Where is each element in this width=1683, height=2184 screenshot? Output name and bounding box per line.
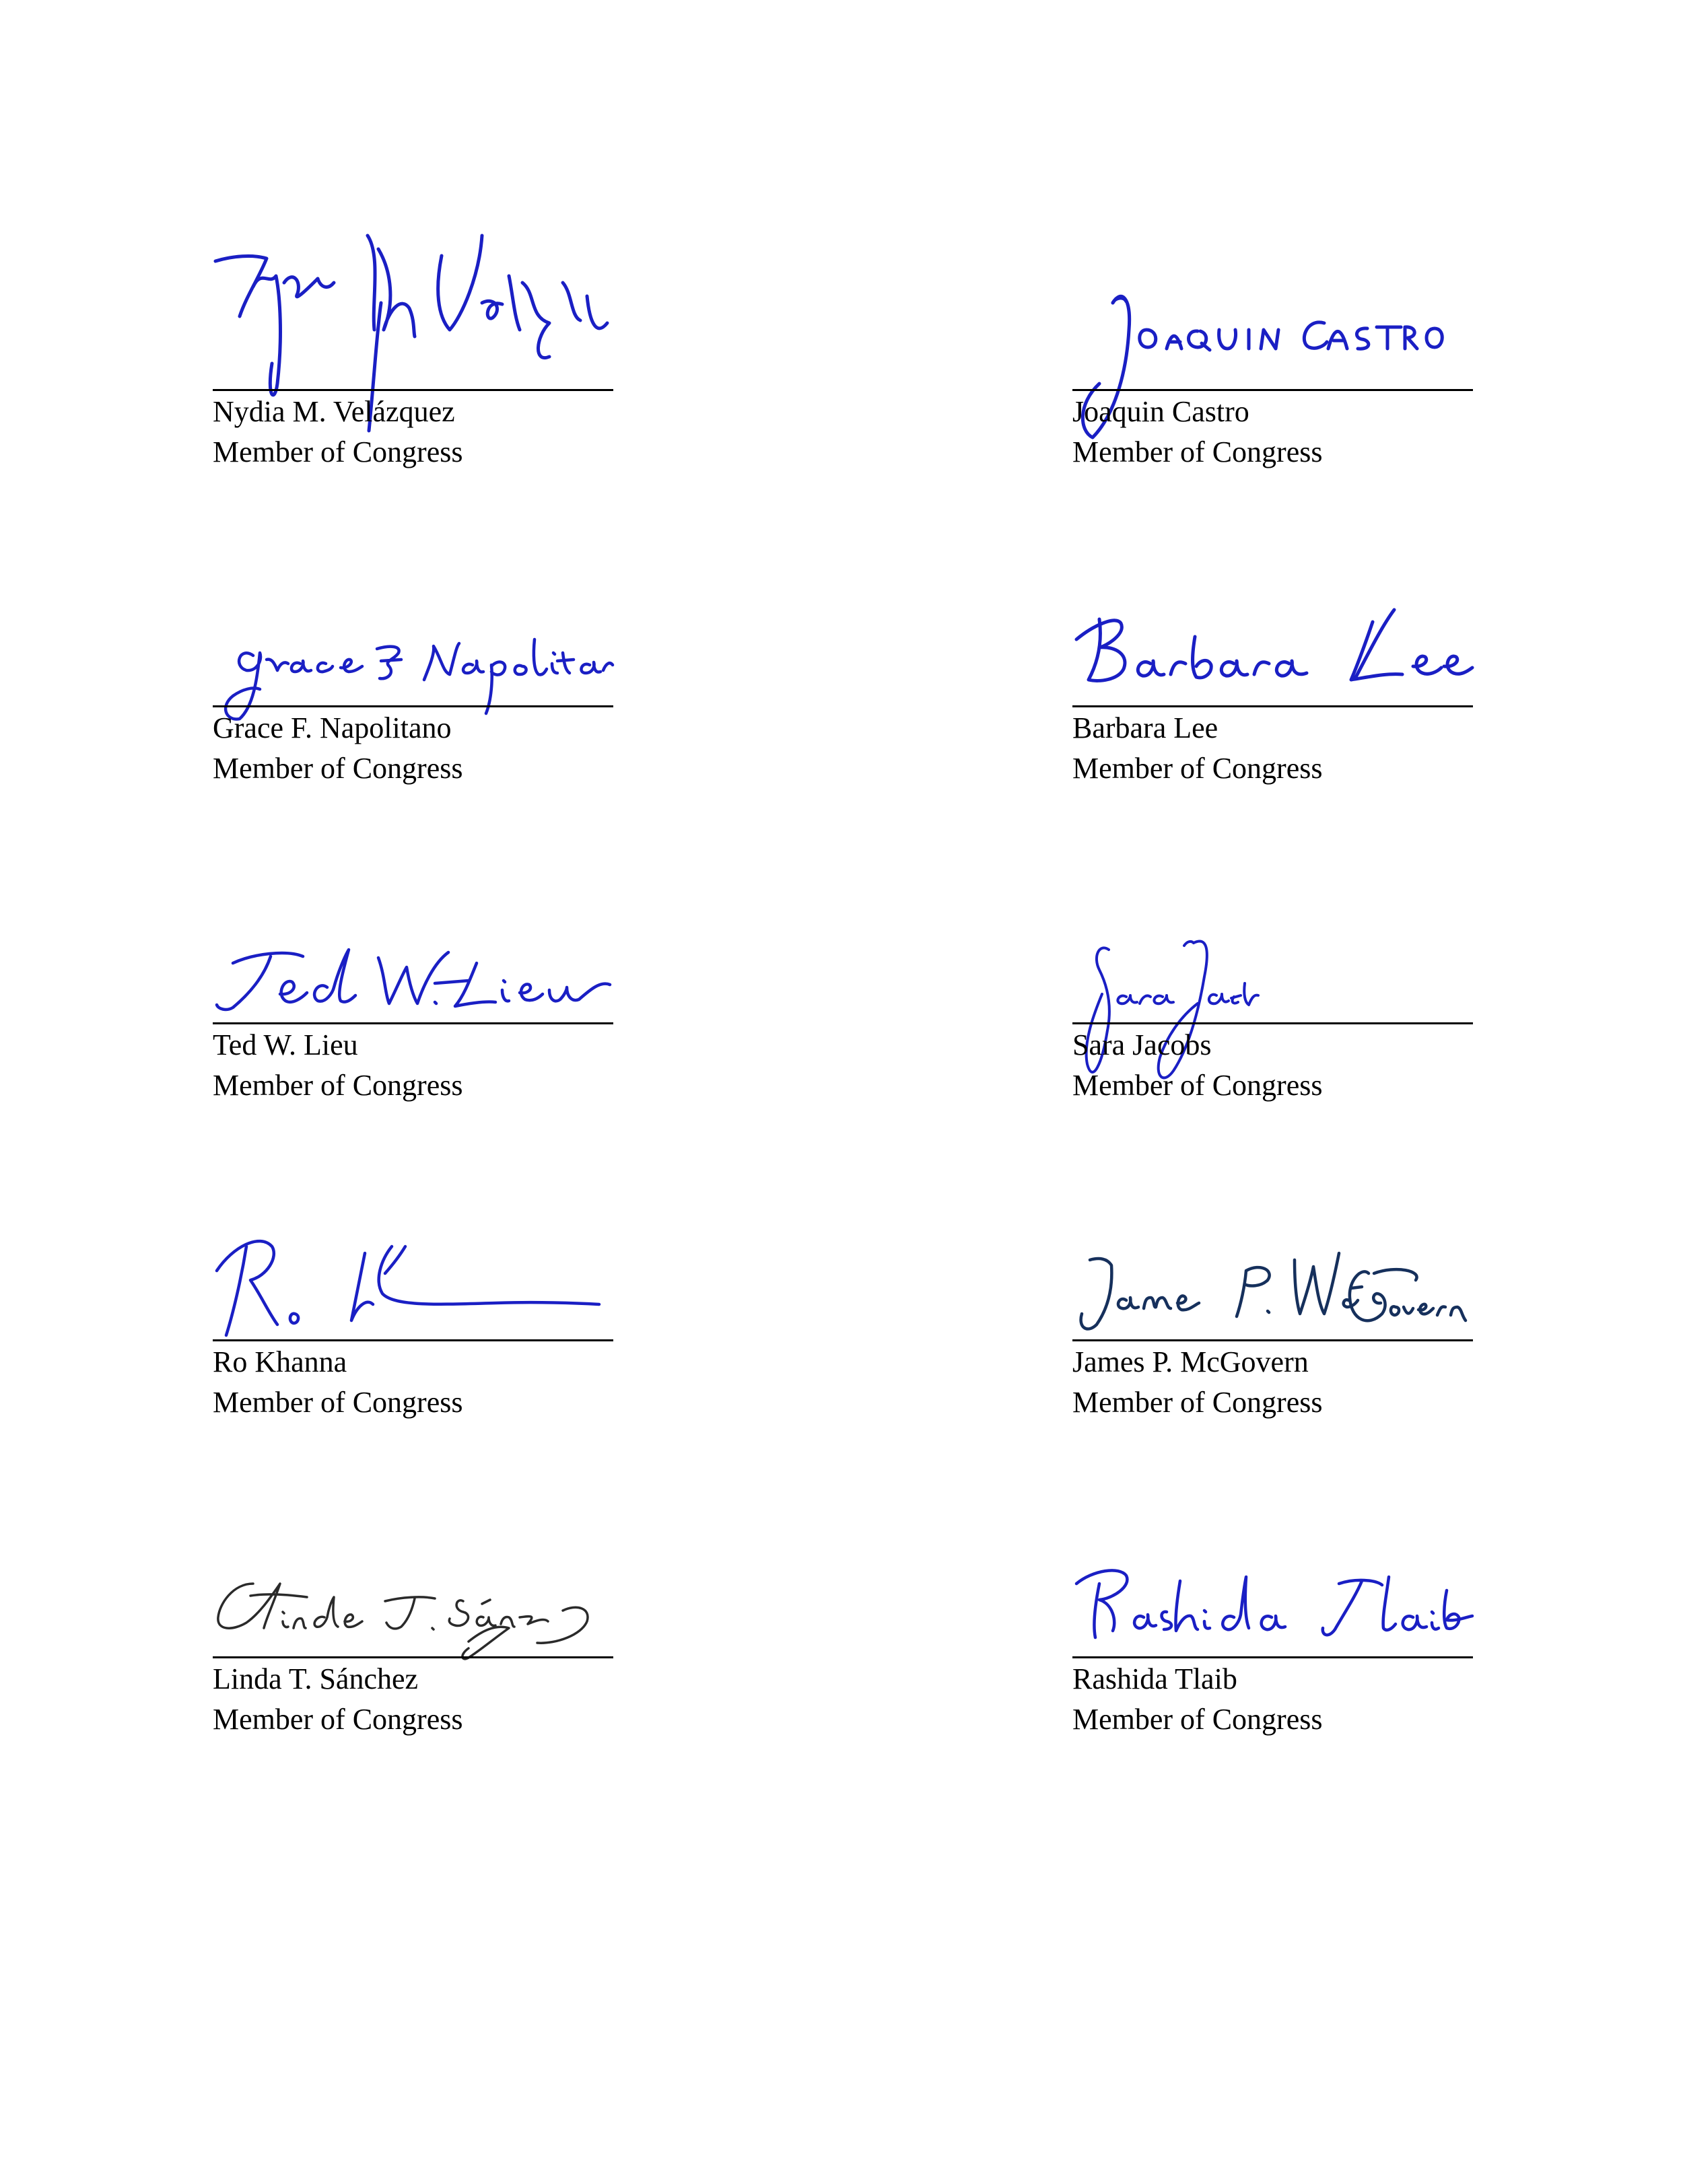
signature-line bbox=[1072, 1339, 1473, 1341]
signature-line bbox=[213, 1022, 613, 1024]
signatory-name: Nydia M. Velázquez bbox=[213, 395, 455, 428]
handwritten-signature bbox=[213, 229, 613, 390]
signatory-title: Member of Congress bbox=[1072, 1703, 1323, 1736]
handwritten-signature bbox=[1072, 1496, 1473, 1658]
signatory-name: Grace F. Napolitano bbox=[213, 711, 452, 744]
signatory-name: Barbara Lee bbox=[1072, 711, 1218, 744]
signatory-name: Ro Khanna bbox=[213, 1345, 347, 1378]
handwritten-signature bbox=[1072, 1179, 1473, 1341]
signatory-title: Member of Congress bbox=[1072, 435, 1323, 468]
signatory-name: Linda T. Sánchez bbox=[213, 1662, 419, 1695]
signatory-title: Member of Congress bbox=[213, 435, 463, 468]
signatory-title: Member of Congress bbox=[213, 1069, 463, 1102]
signature-line bbox=[1072, 389, 1473, 391]
handwritten-signature bbox=[213, 1179, 613, 1341]
handwritten-signature bbox=[213, 545, 613, 707]
handwritten-signature bbox=[213, 1496, 613, 1658]
signature-line bbox=[1072, 1656, 1473, 1658]
signature-line bbox=[213, 389, 613, 391]
handwritten-signature bbox=[1072, 229, 1473, 390]
signatory-title: Member of Congress bbox=[1072, 1069, 1323, 1102]
signature-line bbox=[213, 705, 613, 707]
handwritten-signature bbox=[213, 862, 613, 1024]
signatory-name: Rashida Tlaib bbox=[1072, 1662, 1237, 1695]
signature-line bbox=[213, 1339, 613, 1341]
handwritten-signature bbox=[1072, 862, 1473, 1024]
signatory-title: Member of Congress bbox=[1072, 1386, 1323, 1419]
signature-line bbox=[1072, 1022, 1473, 1024]
signatory-name: James P. McGovern bbox=[1072, 1345, 1309, 1378]
signatory-title: Member of Congress bbox=[1072, 752, 1323, 785]
signatory-title: Member of Congress bbox=[213, 1703, 463, 1736]
signatory-name: Joaquin Castro bbox=[1072, 395, 1249, 428]
signature-line bbox=[213, 1656, 613, 1658]
signature-line bbox=[1072, 705, 1473, 707]
signatory-title: Member of Congress bbox=[213, 1386, 463, 1419]
signatory-name: Ted W. Lieu bbox=[213, 1028, 358, 1061]
handwritten-signature bbox=[1072, 545, 1473, 707]
signatory-name: Sara Jacobs bbox=[1072, 1028, 1212, 1061]
signatory-title: Member of Congress bbox=[213, 752, 463, 785]
